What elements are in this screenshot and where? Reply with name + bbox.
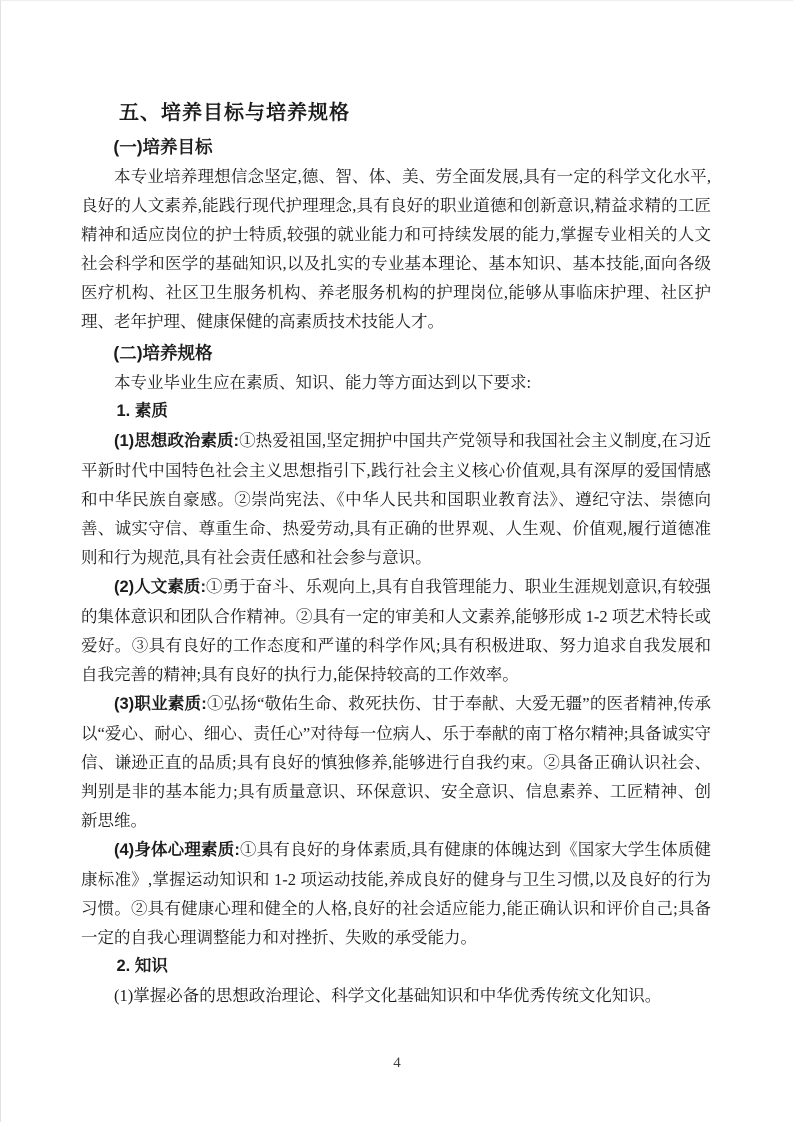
page-number: 4 [393,1055,401,1071]
specifications-intro: 本专业毕业生应在素质、知识、能力等方面达到以下要求: [114,373,532,392]
quality-item-physical-mental [81,835,711,952]
knowledge-heading: 2. 知识 [116,957,168,975]
quality-heading: 1. 素质 [116,402,168,420]
quality-item-political-label: (1)思想政治素质: [114,432,240,450]
quality-item-political [81,426,711,572]
quality-item-humanistic-text: ①勇于奋斗、乐观向上,具有自我管理能力、职业生涯规划意识,有较强的集体意识和团队合作精神。②具有一定的审美和人文素养,能够形成 1-2 项艺术特长或爱好。③具有良好的工作态度和严谨的科学作风;具有积极进取、努力追求自我发展和自我完善的精神;具有良好的执行力,能保持较高的工作效率。 [81,577,712,684]
quality-item-physical-mental-label: (4)身体心理素质: [114,841,240,859]
quality-item-physical-mental-text: ①具有良好的身体素质,具有健康的体魄达到《国家大学生体质健康标准》,掌握运动知识和 1-2 项运动技能,养成良好的健身与卫生习惯,以及良好的行为习惯。②具有健康心理和健全的人格,良好的社会适应能力,能正确认识和评价自己;具备一定的自我心理调整能力和对挫折、失败的承受能力。 [81,840,711,947]
training-objectives-paragraph: 本专业培养理想信念坚定,德、智、体、美、劳全面发展,具有一定的科学文化水平,良好的人文素养,能践行现代护理理念,具有良好的职业道德和创新意识,精益求精的工匠精神和适应岗位的护士特质,较强的就业能力和可持续发展的能力,掌握专业相关的人文社会科学和医学的基础知识,以及扎实的专业基本理论、基本知识、基本技能,面向各级医疗机构、社区卫生服务机构、养老服务机构的护理岗位,能够从事临床护理、社区护理、老年护理、健康保健的高素质技术技能人才。 [81,167,711,331]
sub-heading-training-specifications: (二)培养规格 [113,343,213,363]
quality-item-political-text: ①热爱祖国,坚定拥护中国共产党领导和我国社会主义制度,在习近平新时代中国特色社会主义思想指引下,践行社会主义核心价值观,具有深厚的爱国情感和中华民族自豪感。②崇尚宪法、《中华人民共和国职业教育法》、遵纪守法、崇德向善、诚实守信、尊重生命、热爱劳动,具有正确的世界观、人生观、价值观,履行道德准则和行为规范,具有社会责任感和社会参与意识。 [81,431,711,567]
page-content [81,97,711,1010]
sub-heading-training-objectives: (一)培养目标 [113,137,213,157]
quality-item-professional-text: ①弘扬“敬佑生命、救死扶伤、甘于奉献、大爱无疆”的医者精神,传承以“爱心、耐心、细心、责任心”对待每一位病人、乐于奉献的南丁格尔精神;具备诚实守信、谦逊正直的品质;具有良好的慎独修养,能够进行自我约束。②具备正确认识社会、判别是非的基本能力;具有质量意识、环保意识、安全意识、信息素养、工匠精神、创新思维。 [81,694,711,830]
quality-item-professional [81,689,711,835]
section-title: 五、培养目标与培养规格 [119,102,350,124]
quality-item-humanistic-label: (2)人文素质: [114,578,206,596]
quality-item-professional-label: (3)职业素质: [114,695,207,713]
quality-item-humanistic [81,572,711,689]
knowledge-item: (1)掌握必备的思想政治理论、科学文化基础知识和中华优秀传统文化知识。 [114,986,662,1005]
